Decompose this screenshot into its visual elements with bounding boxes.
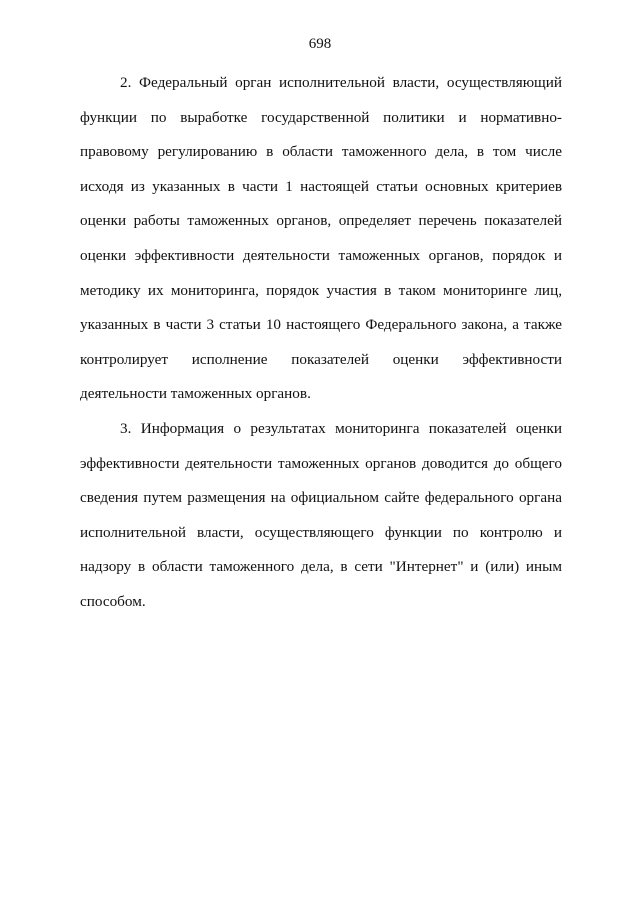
document-body: [80, 66, 562, 620]
paragraph-2: 2. Федеральный орган исполнительной власти, осуществляющий функции по выработке государственной политики и нормативно-правовому регулированию в области таможенного дела, в том числе исходя из указанных в части 1 настоящей статьи основных критериев оценки работы таможенных органов, определяет перечень показателей оценки эффективности деятельности таможенных органов, порядок и методику их мониторинга, порядок участия в таком мониторинге лиц, указанных в части 3 статьи 10 настоящего Федерального закона, а также контролирует исполнение показателей оценки эффективности деятельности таможенных органов.: [80, 74, 562, 403]
page-number: 698: [308, 36, 332, 52]
paragraph-3: 3. Информация о результатах мониторинга показателей оценки эффективности деятельности таможенных органов доводится до общего сведения путем размещения на официальном сайте федерального органа исполнительной власти, осуществляющего функции по контролю и надзору в области таможенного дела, в сети "Интернет" и (или) иным способом.: [80, 419, 562, 610]
